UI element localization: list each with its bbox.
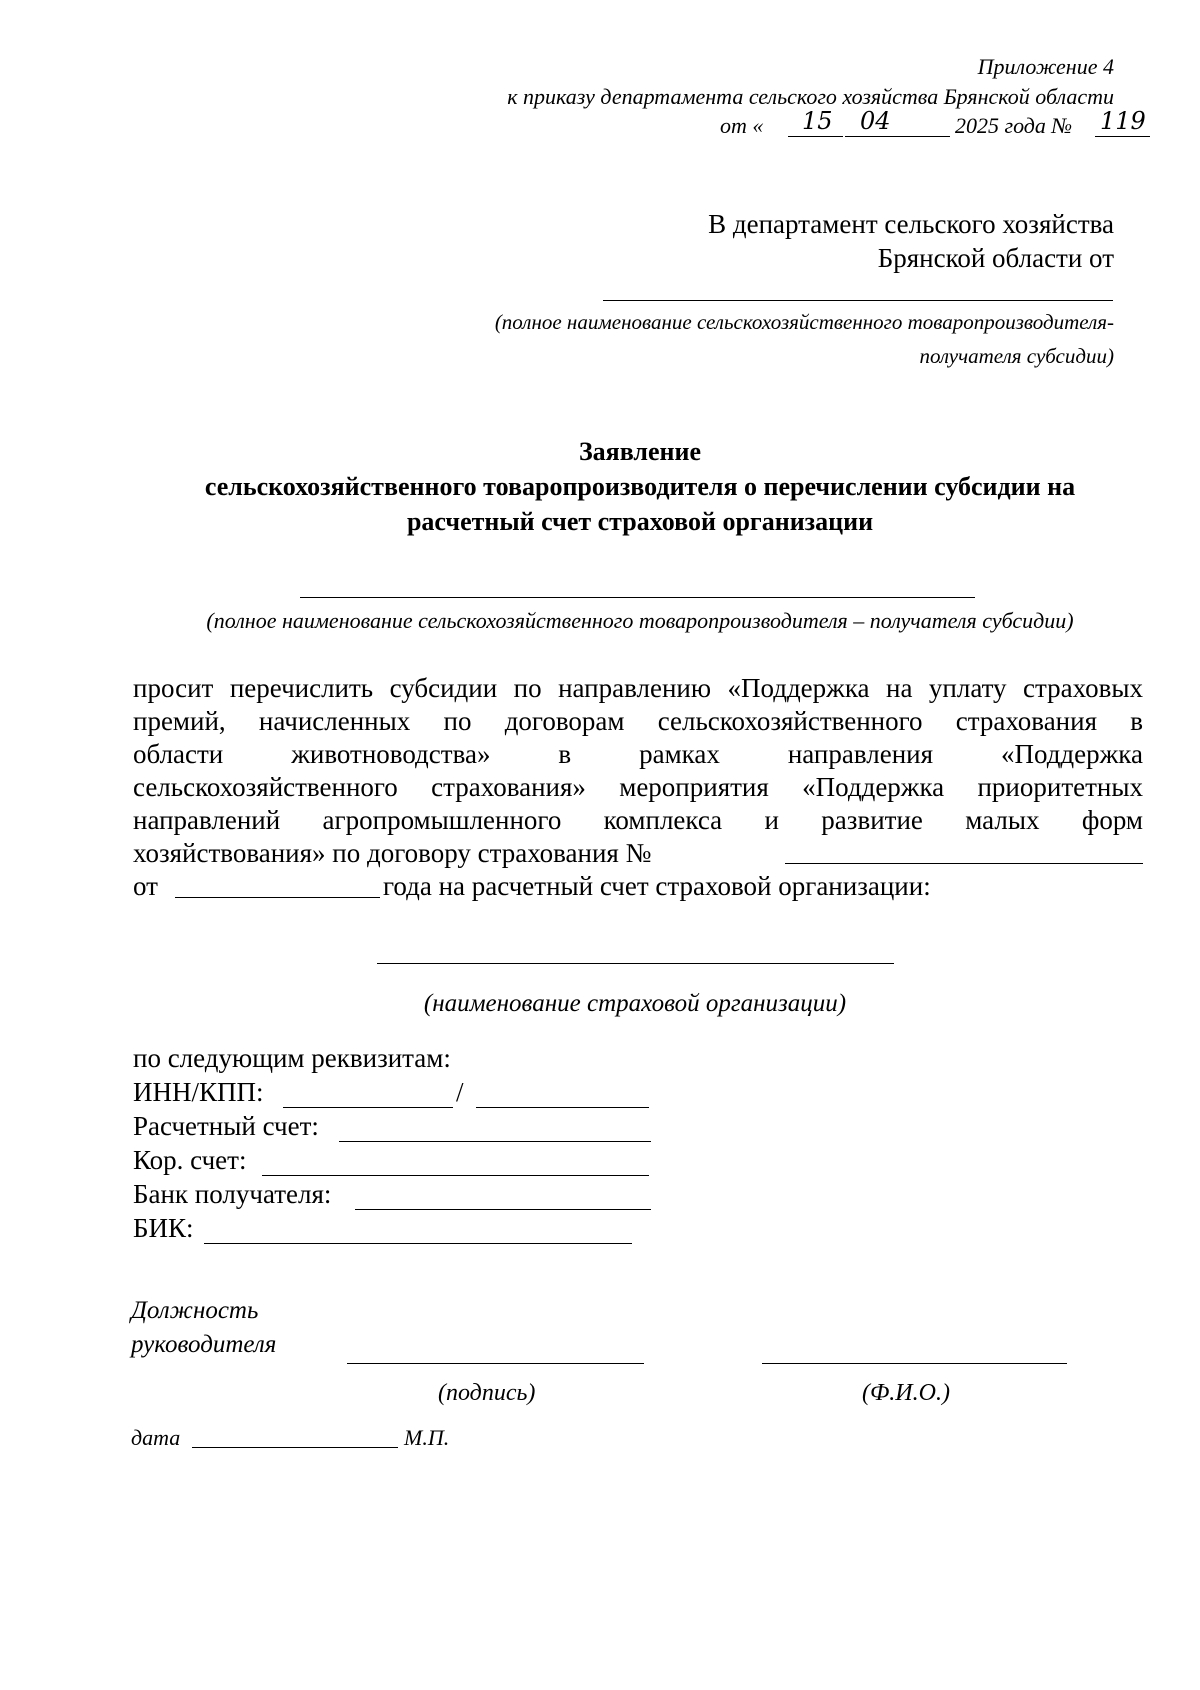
addressee-caption2: получателя субсидии) bbox=[919, 344, 1114, 368]
inn-field[interactable] bbox=[283, 1107, 453, 1108]
appendix-date-line bbox=[720, 107, 1150, 143]
order-number: 119 bbox=[1100, 107, 1146, 135]
date-month-line bbox=[845, 136, 950, 137]
body-line-7-rest: года на расчетный счет страховой организации: bbox=[383, 871, 931, 901]
full-name-field[interactable] bbox=[762, 1363, 1067, 1364]
stamp-label: М.П. bbox=[404, 1425, 450, 1450]
insurer-caption: (наименование страховой организации) bbox=[423, 990, 847, 1017]
body-line-7-from: от bbox=[133, 871, 158, 901]
date-year: 2025 года № bbox=[955, 113, 1073, 138]
date-prefix: от « bbox=[720, 113, 764, 138]
requisites-intro: по следующим реквизитам: bbox=[133, 1043, 451, 1073]
bank-label: Банк получателя: bbox=[133, 1179, 332, 1209]
kpp-field[interactable] bbox=[476, 1107, 649, 1108]
bik-field[interactable] bbox=[204, 1243, 632, 1244]
document-heading bbox=[0, 434, 1200, 539]
date-day-line bbox=[788, 136, 843, 137]
position-label-line1: Должность bbox=[131, 1297, 259, 1324]
inn-kpp-separator: / bbox=[456, 1077, 464, 1107]
order-number-line bbox=[1095, 136, 1150, 137]
corr-account-field[interactable] bbox=[262, 1175, 649, 1176]
inn-kpp-label: ИНН/КПП: bbox=[133, 1077, 264, 1107]
contract-number-field[interactable] bbox=[785, 863, 1143, 864]
request-body bbox=[133, 672, 1143, 903]
full-name-caption: (Ф.И.О.) bbox=[862, 1380, 950, 1406]
date-month: 04 bbox=[860, 107, 891, 135]
body-line-2: премий, начисленных по договорам сельскохозяйственного страхования в bbox=[133, 706, 1143, 736]
date-label: дата bbox=[131, 1425, 181, 1450]
account-label: Расчетный счет: bbox=[133, 1111, 319, 1141]
body-line-6-text: хозяйствования» по договору страхования № bbox=[133, 838, 652, 868]
appendix-order-line: к приказу департамента сельского хозяйства Брянской области bbox=[507, 84, 1114, 109]
body-line-4: сельскохозяйственного страхования» мероприятия «Поддержка приоритетных bbox=[133, 772, 1143, 802]
signature-field[interactable] bbox=[347, 1363, 644, 1364]
heading-title: Заявление bbox=[578, 437, 702, 466]
bank-field[interactable] bbox=[355, 1209, 651, 1210]
heading-line3: расчетный счет страховой организации bbox=[406, 507, 874, 536]
account-field[interactable] bbox=[339, 1141, 651, 1142]
position-label bbox=[131, 1294, 276, 1362]
contract-date-field[interactable] bbox=[175, 897, 380, 898]
heading-line2: сельскохозяйственного товаропроизводителя о перечислении субсидии на bbox=[204, 472, 1076, 501]
position-label-line2: руководителя bbox=[131, 1331, 277, 1358]
signing-date-field[interactable] bbox=[192, 1447, 398, 1448]
body-line-7 bbox=[133, 870, 1143, 903]
corr-account-label: Кор. счет: bbox=[133, 1145, 247, 1175]
applicant-name-field[interactable] bbox=[603, 300, 1113, 301]
addressee-line2: Брянской области от bbox=[877, 243, 1114, 273]
signature-caption: (подпись) bbox=[438, 1380, 536, 1406]
body-line-6 bbox=[133, 837, 1143, 870]
bik-label: БИК: bbox=[133, 1213, 194, 1243]
applicant-full-name-field[interactable] bbox=[300, 597, 975, 598]
body-line-3: области животноводства» в рамках направления «Поддержка bbox=[133, 739, 1143, 769]
body-line-5: направлений агропромышленного комплекса и развитие малых форм bbox=[133, 805, 1143, 835]
addressee-caption1: (полное наименование сельскохозяйственного товаропроизводителя- bbox=[494, 310, 1114, 334]
applicant-caption: (полное наименование сельскохозяйственного товаропроизводителя – получателя субсидии) bbox=[206, 608, 1074, 633]
body-line-1: просит перечислить субсидии по направлению «Поддержка на уплату страховых bbox=[133, 673, 1143, 703]
addressee-line1: В департамент сельского хозяйства bbox=[708, 209, 1114, 239]
date-day: 15 bbox=[802, 107, 833, 135]
insurer-name-field[interactable] bbox=[377, 963, 894, 964]
appendix-title: Приложение 4 bbox=[977, 54, 1114, 79]
